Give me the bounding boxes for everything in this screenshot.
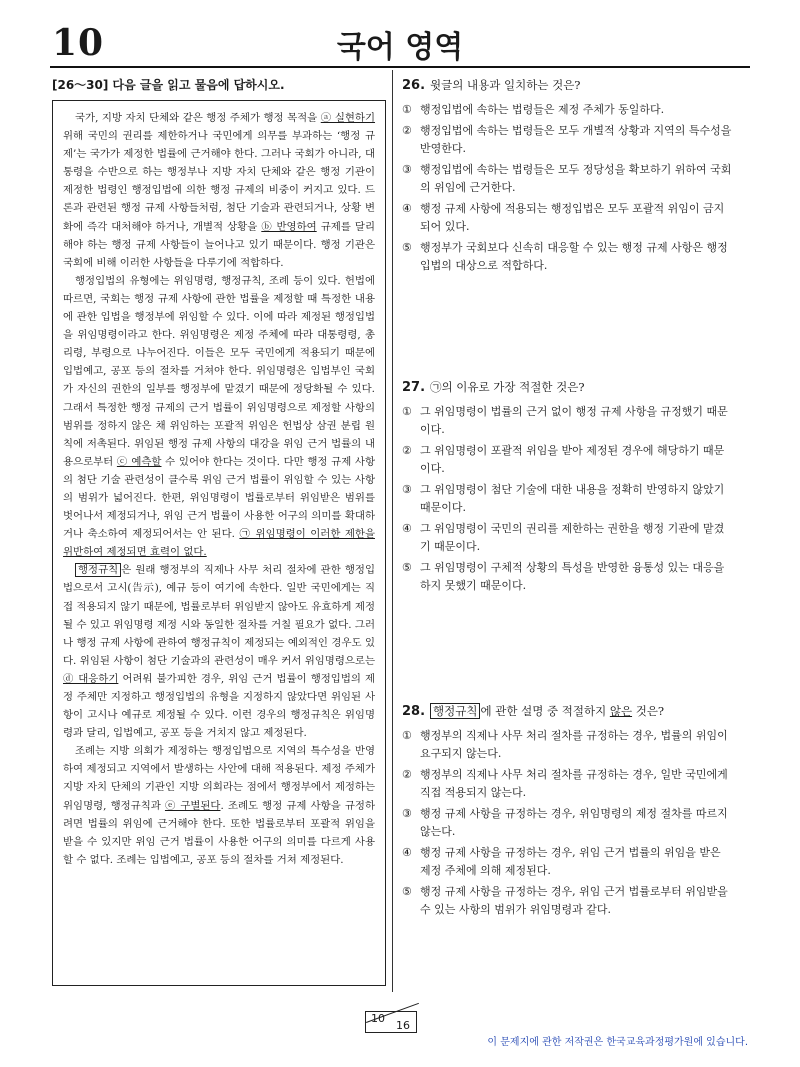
reading-passage [52,100,386,986]
question-stem: 26. 윗글의 내용과 일치하는 것은? [402,78,581,93]
boxed-term: 행정규칙 [430,703,480,719]
marked-word-d: ⓓ 대응하기 [63,672,119,685]
current-page: 10 [371,1012,385,1025]
page-title: 국어 영역 [336,30,464,65]
answer-choice[interactable]: ② 그 위임명령이 포괄적 위임을 받아 제정된 경우에 해당하기 때문이다. [402,444,725,475]
page-indicator [365,1011,417,1033]
header-rule [50,66,750,68]
answer-choice[interactable]: ④ 행정 규제 사항에 적용되는 행정입법은 모두 포괄적 위임이 금지되어 있다. [402,202,725,233]
question-number: 28. [402,704,426,719]
passage-paragraph-1: 국가, 지방 자치 단체와 같은 행정 주체가 행정 목적을 ⓐ 실현하기 위해 국민의 권리를 제한하거나 국민에게 의무를 부과하는 ‘행정 규제’는 국가가 제정한 법률에 근거해야 한다. 그러나 국회가 아니라, 대통령을 수반으로 하는 행정부나 지방 자치 단체와 같은 행정 기관이 제정한 법령인 행정입법에 의한 행정 규제의 비중이 커지고 있다. 드론과 관련된 행정 규제 사항들처럼, 첨단 기술과 관련되거나, 상황 변화에 즉각 대처해야 하거나, 개별적 상황을 ⓑ 반영하여 규제를 달리해야 하는 행정 규제 사항들이 늘어나고 있기 때문이다. 행정 기관은 국회에 비해 이러한 사항들을 다루기에 적합하다. [63,112,376,269]
answer-choice[interactable]: ④ 행정 규제 사항을 규정하는 경우, 위임 근거 법률의 위임을 받은 제정 주체에 의해 제정된다. [402,846,721,877]
marked-word-e: ⓔ 구별된다 [164,799,221,812]
column-divider [392,70,393,992]
passage-paragraph-2: 행정입법의 유형에는 위임명령, 행정규칙, 조례 등이 있다. 헌법에 따르면, 국회는 행정 규제 사항에 관한 법률을 제정할 때 특정한 내용에 관한 입법을 행정부에 위임할 수 있다. 이에 따라 제정된 행정입법을 위임명령이라고 한다. 위임명령은 제정 주체에 따라 대통령령, 총리령, 부령으로 나누어진다. 이들은 모두 국민에게 적용되기 때문에 입법예고, 공포 등의 절차를 거쳐야 한다. 위임명령은 입법부인 국회가 자신의 권한의 일부를 행정부에 맡겼기 때문에 정당화될 수 있다. 그래서 특정한 행정 규제의 근거 법률이 위임명령으로 제정할 사항의 범위를 정하지 않은 채 위임하는 포괄적 위임은 헌법상 삼권 분립 원칙에 저촉된다. 위임된 행정 규제 사항의 대강을 위임 근거 법률의 내용으로부터 ⓒ 예측할 수 있어야 한다는 것이다. 다만 행정 규제 사항의 첨단 기술 관련성이 클수록 위임 근거 법률이 위임할 수 있는 사항의 범위가 넓어진다. 한편, 위임명령이 법률로부터 위임받은 범위를 벗어나서 제정되거나, 위임 근거 법률이 사용한 어구의 의미를 확대하거나 축소하여 제정되어서는 안 된다. ㉠ 위임명령이 이러한 제한을 위반하여 제정되면 효력이 없다. [63,274,375,559]
answer-choice[interactable]: ⑤ 행정 규제 사항을 규정하는 경우, 위임 근거 법률로부터 위임받을 수 있는 사항의 범위가 위임명령과 같다. [402,885,728,916]
question-number: 26. [402,78,426,93]
question-28 [402,702,732,922]
question-stem: 28. 행정규칙 에 관한 설명 중 적절하지 않은 것은? [402,704,665,719]
total-pages: 16 [396,1019,410,1032]
answer-choice[interactable]: ⑤ 그 위임명령이 구체적 상황의 특성을 반영한 융통성 있는 대응을 하지 못했기 때문이다. [402,561,725,592]
instruction: [26～30] 다음 글을 읽고 물음에 답하시오. [52,78,285,92]
answer-choice[interactable]: ① 행정부의 직제나 사무 처리 절차를 규정하는 경우, 법률의 위임이 요구되지 않는다. [402,729,728,760]
answer-choice[interactable]: ③ 행정입법에 속하는 법령들은 모두 정당성을 확보하기 위하여 국회의 위임에 근거한다. [402,163,732,194]
question-27 [402,378,732,598]
marked-word-b: ⓑ 반영하여 [261,220,317,233]
question-26 [402,76,732,278]
passage-paragraph-4: 조례는 지방 의회가 제정하는 행정입법으로 지역의 특수성을 반영하여 제정되고 지역에서 발생하는 사안에 대해 적용된다. 제정 주체가 지방 자치 단체의 기관인 지방 의회라는 점에서 행정부에서 제정하는 위임명령, 행정규칙과 ⓔ 구별된다. 조례도 행정 규제 사항을 규정하려면 법률의 위임에 근거해야 한다. 또한 법률로부터 포괄적 위임을 받을 수 있지만 위임 근거 법률이 사용한 어구의 의미를 다르게 사용할 수 없다. 조례는 입법예고, 공포 등의 절차를 거쳐 제정된다. [63,745,375,866]
answer-choice[interactable]: ② 행정부의 직제나 사무 처리 절차를 규정하는 경우, 일반 국민에게 직접 적용되지 않는다. [402,768,728,799]
answer-choice[interactable]: ④ 그 위임명령이 국민의 권리를 제한하는 권한을 행정 기관에 맡겼기 때문이다. [402,522,725,553]
answer-choice[interactable]: ③ 행정 규제 사항을 규정하는 경우, 위임명령의 제정 절차를 따르지 않는다. [402,807,728,838]
passage-paragraph-3: 행정규칙 은 원래 행정부의 직제나 사무 처리 절차에 관한 행정입법으로서 고시(告示), 예규 등이 여기에 속한다. 일반 국민에게는 직접 적용되지 않기 때문에, 법률로부터 위임받지 않아도 유효하게 제정될 수 있고 위임명령 제정 시와 동일한 절차를 거칠 필요가 없다. 그러나 행정 규제 사항에 관하여 행정규칙이 제정되는 예외적인 경우도 있다. 위임된 사항이 첨단 기술과의 관련성이 매우 커서 위임명령으로는 ⓓ 대응하기 어려워 불가피한 경우, 위임 근거 법률이 행정입법의 제정 주체만 지정하고 행정입법의 유형을 지정하지 않았다면 위임된 사항이 고시나 예규로 제정될 수 있다. 이런 경우의 행정규칙은 위임명령과 달리, 입법예고, 공포 등을 거치지 않고 제정된다. [63,564,376,740]
page-number: 10 [52,22,105,64]
answer-choice[interactable]: ② 행정입법에 속하는 법령들은 모두 개별적 상황과 지역의 특수성을 반영한다. [402,124,732,155]
boxed-term: 행정규칙 [75,563,121,577]
marked-word-c: ⓒ 예측할 [116,455,162,468]
copyright-notice: 이 문제지에 관한 저작권은 한국교육과정평가원에 있습니다. [487,1037,748,1048]
answer-choice[interactable]: ③ 그 위임명령이 첨단 기술에 대한 내용을 정확히 반영하지 않았기 때문이다. [402,483,725,514]
answer-choice[interactable]: ① 그 위임명령이 법률의 근거 없이 행정 규제 사항을 규정했기 때문이다. [402,405,728,436]
answer-choice[interactable]: ① 행정입법에 속하는 법령들은 제정 주체가 동일하다. [402,103,665,116]
answer-choice[interactable]: ⑤ 행정부가 국회보다 신속히 대응할 수 있는 행정 규제 사항은 행정입법의 대상으로 적합하다. [402,241,728,272]
marked-word-a: ⓐ 실현하기 [320,112,376,124]
question-stem: 27. ㉠의 이유로 가장 적절한 것은? [402,380,585,395]
marked-sentence-giyeok: ㉠ 위임명령이 이러한 제한을 위반하여 제정되면 효력이 없다. [63,528,375,559]
question-number: 27. [402,380,426,395]
